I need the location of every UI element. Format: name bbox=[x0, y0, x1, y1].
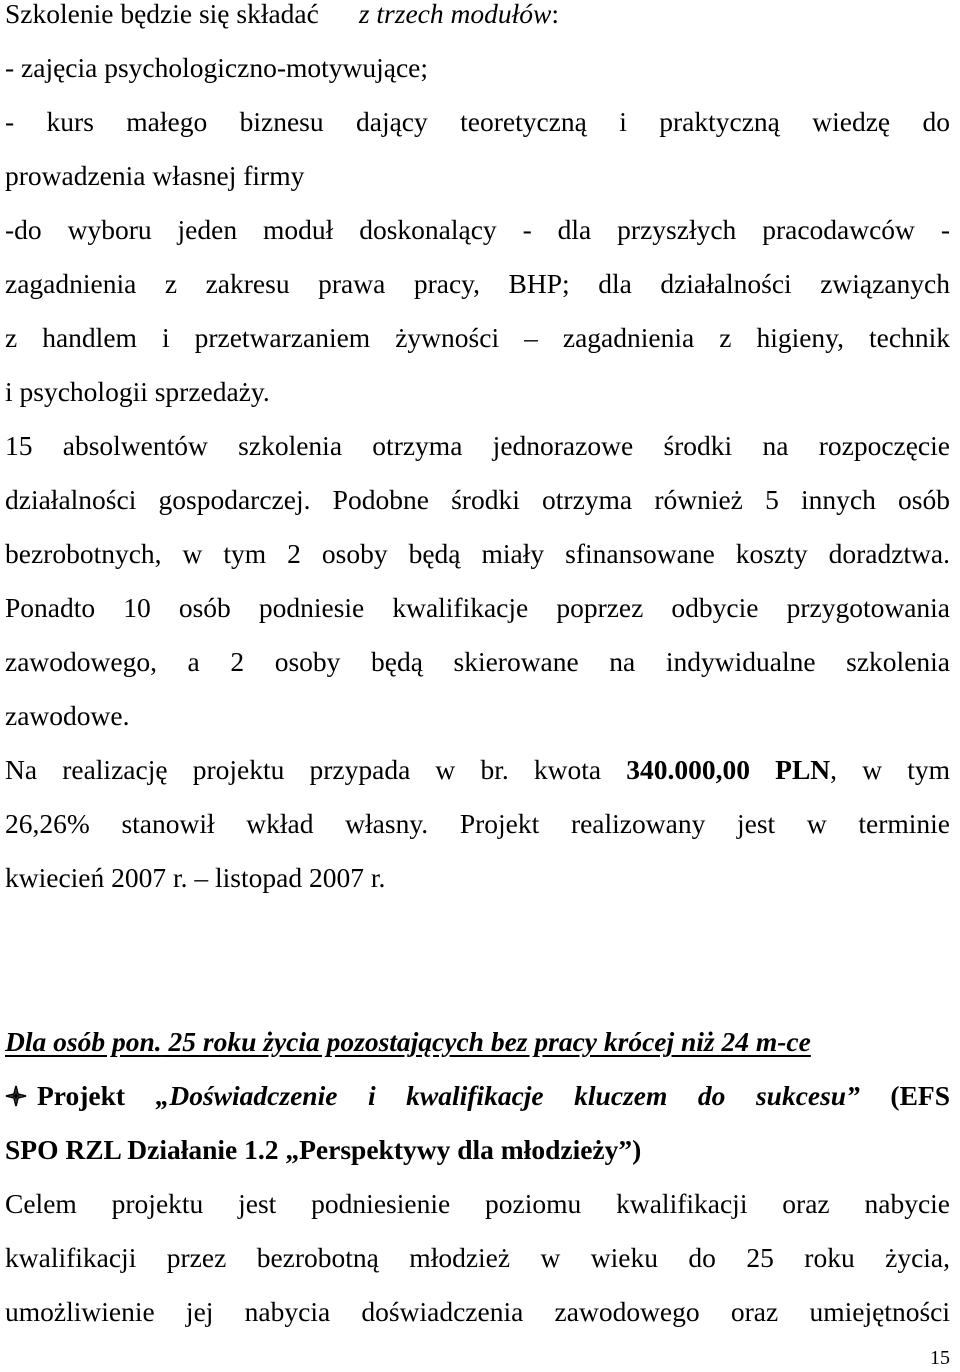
paragraph-line: umożliwienie jej nabycia doświadczenia zawodowego oraz umiejętności bbox=[5, 1296, 950, 1327]
project-name: „Doświadczenie i kwalifikacje kluczem do sukcesu” bbox=[155, 1080, 860, 1111]
paragraph-line: zawodowe. bbox=[5, 700, 130, 731]
module-item-optional-cont2: z handlem i przetwarzaniem żywności – zagadnienia z higieny, technik bbox=[5, 322, 950, 353]
paragraph-line: zawodowego, a 2 osoby będą skierowane na indywidualne szkolenia bbox=[5, 646, 950, 677]
module-item-optional-cont3: i psychologii sprzedaży. bbox=[5, 376, 270, 407]
section-heading-part2: 25 roku życia pozostających bez pracy krócej niż 24 m-ce bbox=[161, 1026, 811, 1057]
modules-count-emphasis: z trzech modułów bbox=[358, 0, 552, 29]
module-item-business: - kurs małego biznesu dający teoretyczną i praktyczną wiedzę do bbox=[5, 106, 950, 137]
paragraph-line: bezrobotnych, w tym 2 osoby będą miały sfinansowane koszty doradztwa. bbox=[5, 538, 950, 569]
section-heading-part1: Dla osób pon. bbox=[5, 1026, 162, 1057]
project-title-line bbox=[5, 1076, 950, 1116]
project-title-line2: SPO RZL Działanie 1.2 „Perspektywy dla młodzieży”) bbox=[5, 1134, 642, 1165]
funding-tail: , w tym bbox=[830, 754, 951, 785]
project-label: Projekt bbox=[37, 1080, 126, 1111]
paragraph-line: działalności gospodarczej. Podobne środki otrzyma również 5 innych osób bbox=[5, 484, 950, 515]
project-tail: (EFS bbox=[890, 1080, 950, 1111]
funding-text: Na realizację projektu przypada w br. kwota bbox=[5, 754, 627, 785]
paragraph-line: 15 absolwentów szkolenia otrzyma jednorazowe środki na rozpoczęcie bbox=[5, 430, 950, 461]
modules-intro-text: Szkolenie będzie się składać bbox=[5, 0, 319, 29]
paragraph-line: kwalifikacji przez bezrobotną młodzież w wieku do 25 roku życia, bbox=[5, 1242, 950, 1273]
modules-intro-line bbox=[5, 0, 950, 34]
module-item-business-cont: prowadzenia własnej firmy bbox=[5, 160, 305, 191]
diamond-star-bullet-icon bbox=[5, 1085, 27, 1107]
modules-intro-colon: : bbox=[551, 0, 559, 29]
page-number: 15 bbox=[930, 1347, 950, 1369]
module-item-optional-cont1: zagadnienia z zakresu prawa pracy, BHP; dla działalności związanych bbox=[5, 268, 950, 299]
module-item-psych: - zajęcia psychologiczno-motywujące; bbox=[5, 52, 429, 83]
paragraph-line: 26,26% stanowił wkład własny. Projekt realizowany jest w terminie bbox=[5, 808, 950, 839]
paragraph-line: Celem projektu jest podniesienie poziomu kwalifikacji oraz nabycie bbox=[5, 1188, 950, 1219]
funding-amount: 340.000,00 PLN bbox=[626, 754, 831, 785]
funding-line bbox=[5, 750, 950, 790]
module-item-optional: -do wyboru jeden moduł doskonalący - dla przyszłych pracodawców - bbox=[5, 214, 950, 245]
project-period-line: kwiecień 2007 r. – listopad 2007 r. bbox=[5, 862, 386, 893]
paragraph-line: Ponadto 10 osób podniesie kwalifikacje poprzez odbycie przygotowania bbox=[5, 592, 950, 623]
section-heading bbox=[5, 1022, 950, 1062]
